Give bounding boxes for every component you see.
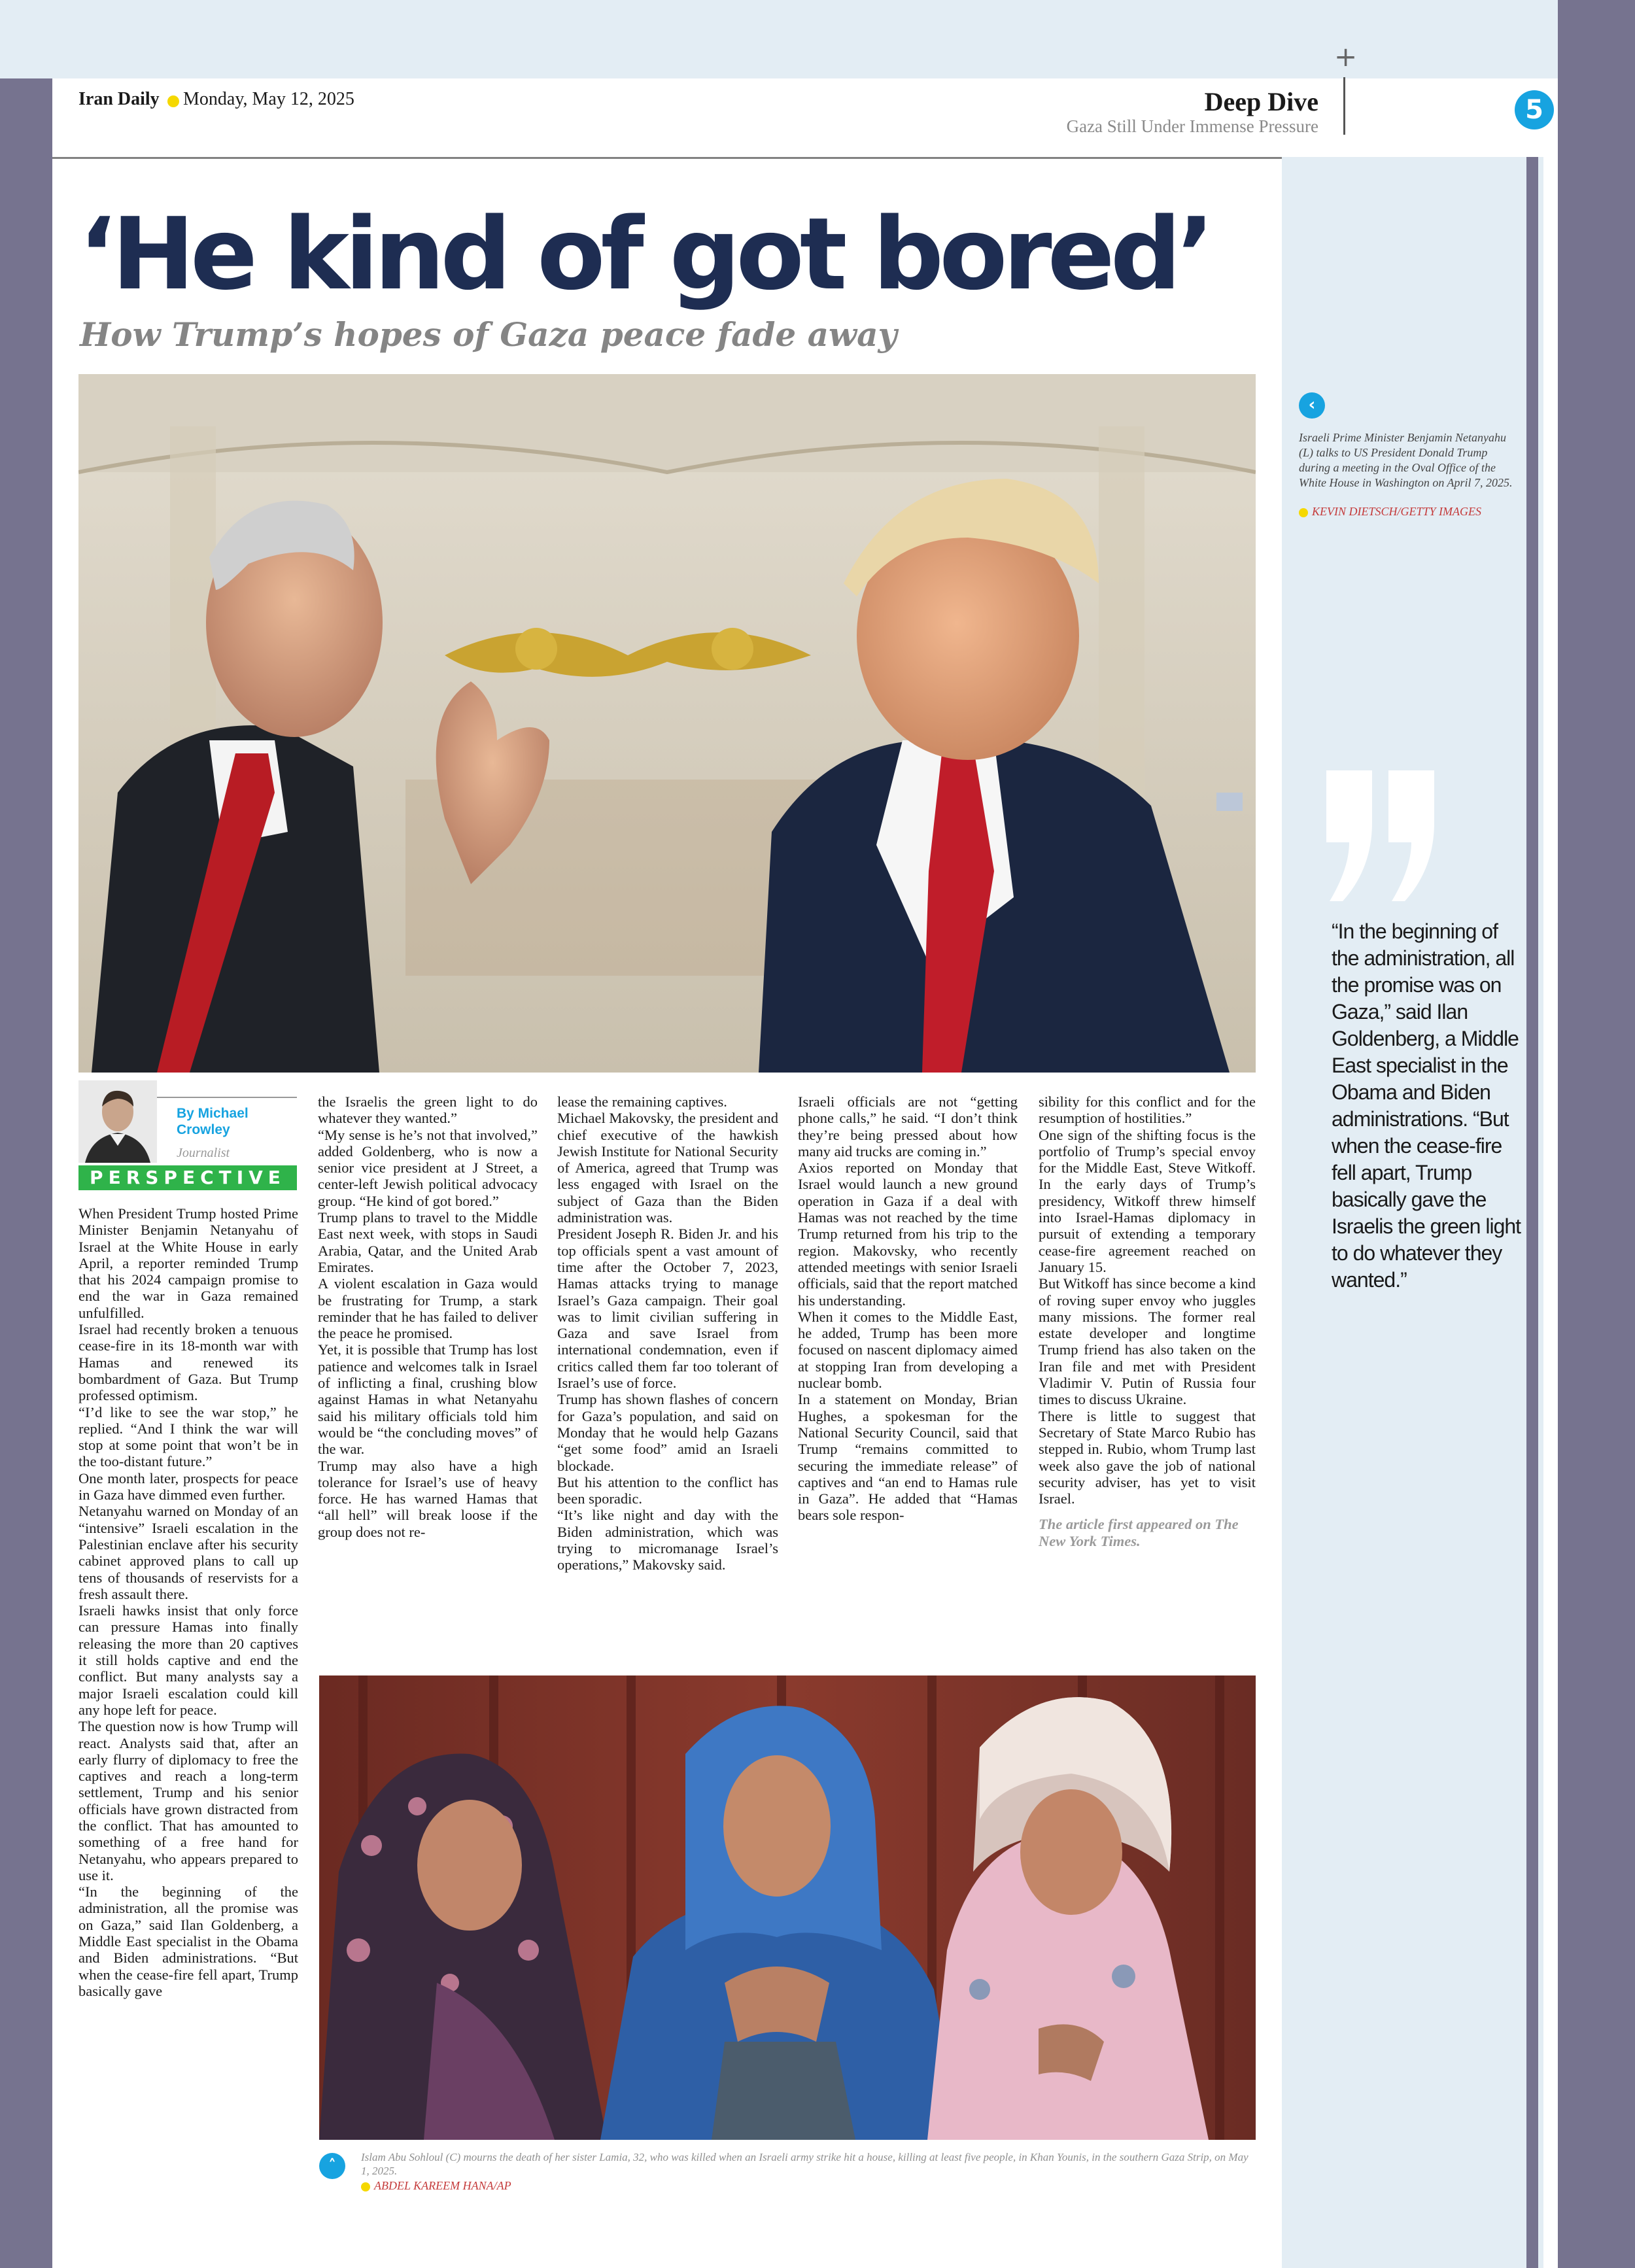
paragraph: One month later, prospects for peace in Gaza have dimmed even further. (78, 1469, 298, 1503)
section-subtitle: Gaza Still Under Immense Pressure (1066, 116, 1318, 136)
paragraph: Yet, it is possible that Trump has lost patience and welcomes talk in Israel of inflicting a final, crushing blow against Hamas in what Netanyahu said his military officials told him would be “the concluding moves” of the war. (318, 1341, 538, 1458)
paragraph: “In the beginning of the administration, all the promise was on Gaza,” said Ilan Goldenberg, a Middle East specialist in the Obama and Biden administrations. “But when the cease-fire fell apart, Trump basically gave (78, 1883, 298, 1999)
page-number-badge: 5 (1515, 90, 1554, 129)
paragraph: “It’s like night and day with the Biden administration, which was trying to micromanage Israel’s operations,” Makovsky said. (557, 1507, 778, 1573)
cross-icon: + (1334, 41, 1358, 73)
section-title: Deep Dive (1204, 87, 1318, 116)
article-column-2 (318, 1093, 538, 1540)
paragraph: A violent escalation in Gaza would be frustrating for Trump, a stark reminder that he has failed to deliver the peace he promised. (318, 1275, 538, 1342)
header-rule (52, 157, 1282, 159)
article-column-3 (557, 1093, 778, 1573)
pull-quote: “In the beginning of the administration, all the promise was on Gaza,” said Ilan Goldenberg, a Middle East specialist in the Obama and Biden administrations. “But when the cease-fire fell apart, Trump basically gave the Israelis the green light to do whatever they wanted.” (1332, 919, 1521, 1292)
paragraph: Israeli hawks insist that only force can pressure Hamas into finally releasing the more than 20 captives it still holds captive and end the conflict. But many analysts say a major Israeli escalation could kill any hope left for peace. (78, 1602, 298, 1718)
paragraph: In a statement on Monday, Brian Hughes, a spokesman for the National Security Council, said that Trump “remains committed to securing the immediate release” of captives and “an end to Hamas rule in Gaza”. He added that “Hamas bears sole respon- (798, 1391, 1018, 1524)
author-role: Journalist (177, 1146, 230, 1160)
paper-name: Iran Daily (78, 89, 160, 109)
paragraph: the Israelis the green light to do whatever they wanted.” (318, 1093, 538, 1127)
author-name: By Michael Crowley (177, 1106, 249, 1137)
header-divider (1343, 77, 1345, 135)
credit-dot (361, 2182, 370, 2191)
paragraph: There is little to suggest that Secretary of State Marco Rubio has stepped in. Rubio, whom Trump last week also gave the job of national security adviser, has yet to visit Israel. (1039, 1407, 1256, 1507)
subheadline: How Trump’s hopes of Gaza peace fade away (80, 315, 897, 354)
perspective-tag: PERSPECTIVE (78, 1165, 297, 1190)
credit-dot (1299, 508, 1308, 517)
article-column-5 (1039, 1093, 1256, 1549)
paragraph: When President Trump hosted Prime Minister Benjamin Netanyahu of Israel at the White House in early April, a reporter reminded Trump that his 2024 campaign promise to end the war in Gaza remained unfulfilled. (78, 1205, 298, 1321)
paragraph: Israeli officials are not “getting phone calls,” he said. “I don’t think they’re being pressed about how many aid trucks are coming in.” (798, 1093, 1018, 1160)
paragraph: Netanyahu warned on Monday of an “intensive” Israeli escalation in the Palestinian enclave after his security cabinet approved plans to call up tens of thousands of reservists for a fresh assault there. (78, 1503, 298, 1602)
photo-credit-top-text: KEVIN DIETSCH/GETTY IMAGES (1312, 505, 1482, 518)
side-panel-gap (1543, 157, 1558, 2268)
quote-mark-icon (1326, 770, 1457, 901)
top-band (0, 0, 1635, 78)
paragraph: “My sense is he’s not that involved,” added Goldenberg, who is now a senior vice president at J Street, a center-left Jewish political advocacy group. “He kind of got bored.” (318, 1126, 538, 1209)
paragraph: Axios reported on Monday that Israel would launch a new ground operation in Gaza if a deal with Hamas was not reached by the time Trump returned from his trip to the region. Makovsky, who recently attended meetings with senior Israeli officials, said that the report matched his understanding. (798, 1160, 1018, 1309)
article-column-4 (798, 1093, 1018, 1524)
photo-credit-top (1299, 505, 1515, 519)
photo-caption-bottom: Islam Abu Sohloul (C) mourns the death of her sister Lamia, 32, who was killed when an Israeli army strike hit a house, killing at least five people, in Khan Younis, in the southern Gaza Strip, on May 1, 2025. (361, 2151, 1248, 2177)
paragraph: Trump plans to travel to the Middle East next week, with stops in Saudi Arabia, Qatar, and the United Arab Emirates. (318, 1209, 538, 1275)
paragraph: Trump has shown flashes of concern for Gaza’s population, and said on Monday that he would help Gazans “get some food” amid an Israeli blockade. (557, 1391, 778, 1474)
author-photo (78, 1080, 157, 1163)
source-note: The article first appeared on The New York Times. (1039, 1516, 1239, 1549)
paragraph: President Joseph R. Biden Jr. and his top officials spent a vast amount of time after the October 7, 2023, Hamas attacks trying to manage Israel’s Gaza campaign. Their goal was to limit civilian suffering in Gaza and save Israel from international condemnation, even if critics called them far too tolerant of Israel’s use of force. (557, 1226, 778, 1392)
left-margin-strip (0, 78, 52, 2268)
paragraph: But Witkoff has since become a kind of roving super envoy who juggles many missions. The former real estate developer and longtime Trump friend has also taken on the Iran file and met with President Vladimir V. Putin of Russia four times to discuss Ukraine. (1039, 1275, 1256, 1408)
article-column-1 (78, 1205, 298, 1999)
header-dot (167, 95, 179, 107)
paragraph: sibility for this conflict and for the resumption of hostilities.” (1039, 1093, 1256, 1127)
paragraph: Israel had recently broken a tenuous cease-fire in its 18-month war with Hamas and renewed its bombardment of Gaza. But Trump professed optimism. (78, 1321, 298, 1404)
paragraph: “I’d like to see the war stop,” he replied. “And I think the war will stop at some point that won’t be in the too-distant future.” (78, 1403, 298, 1470)
paragraph: The question now is how Trump will react. Analysts said that, after an early flurry of diplomacy to free the captives and reach a long-term settlement, Trump and his senior officials have grown distracted from the conflict. That has amounted to something of a free hand for Netanyahu, who appears prepared to use it. (78, 1718, 298, 1883)
photo-caption-top: Israeli Prime Minister Benjamin Netanyahu (L) talks to US President Donald Trump during a meeting in the Oval Office of the White House in Washington on April 7, 2025. (1299, 431, 1513, 489)
photo-credit-bottom (361, 2179, 511, 2193)
chevron-left-icon[interactable]: ‹ (1299, 392, 1325, 419)
photo-mourners (319, 1675, 1256, 2140)
right-margin-strip (1558, 0, 1635, 2268)
paragraph: One sign of the shifting focus is the portfolio of Trump’s special envoy for the Middle East, Steve Witkoff. In the early days of Trump’s presidency, Witkoff threw himself into Israel-Hamas diplomacy in pursuit of extending a temporary cease-fire agreement reached on January 15. (1039, 1126, 1256, 1275)
paragraph: When it comes to the Middle East, he added, Trump has been more focused on nascent diplomacy aimed at stopping Iran from developing a nuclear bomb. (798, 1308, 1018, 1392)
headline: ‘He kind of got bored’ (78, 196, 1211, 312)
paragraph: lease the remaining captives. (557, 1093, 727, 1110)
chevron-up-icon[interactable]: ˄ (319, 2153, 345, 2179)
side-panel-bar (1526, 157, 1538, 2268)
photo-netanyahu-trump (78, 374, 1256, 1073)
paragraph: But his attention to the conflict has been sporadic. (557, 1473, 778, 1507)
photo-credit-bottom-text: ABDEL KAREEM HANA/AP (374, 2179, 511, 2192)
issue-date: Monday, May 12, 2025 (183, 89, 354, 109)
paragraph: Trump may also have a high tolerance for Israel’s use of heavy force. He has warned Hamas that “all hell” will break loose if the group does not re- (318, 1457, 538, 1540)
paragraph: Michael Makovsky, the president and chief executive of the hawkish Jewish Institute for National Security of America, agreed that Trump was less engaged with Israel on the subject of Gaza than the Biden administration was. (557, 1110, 778, 1226)
